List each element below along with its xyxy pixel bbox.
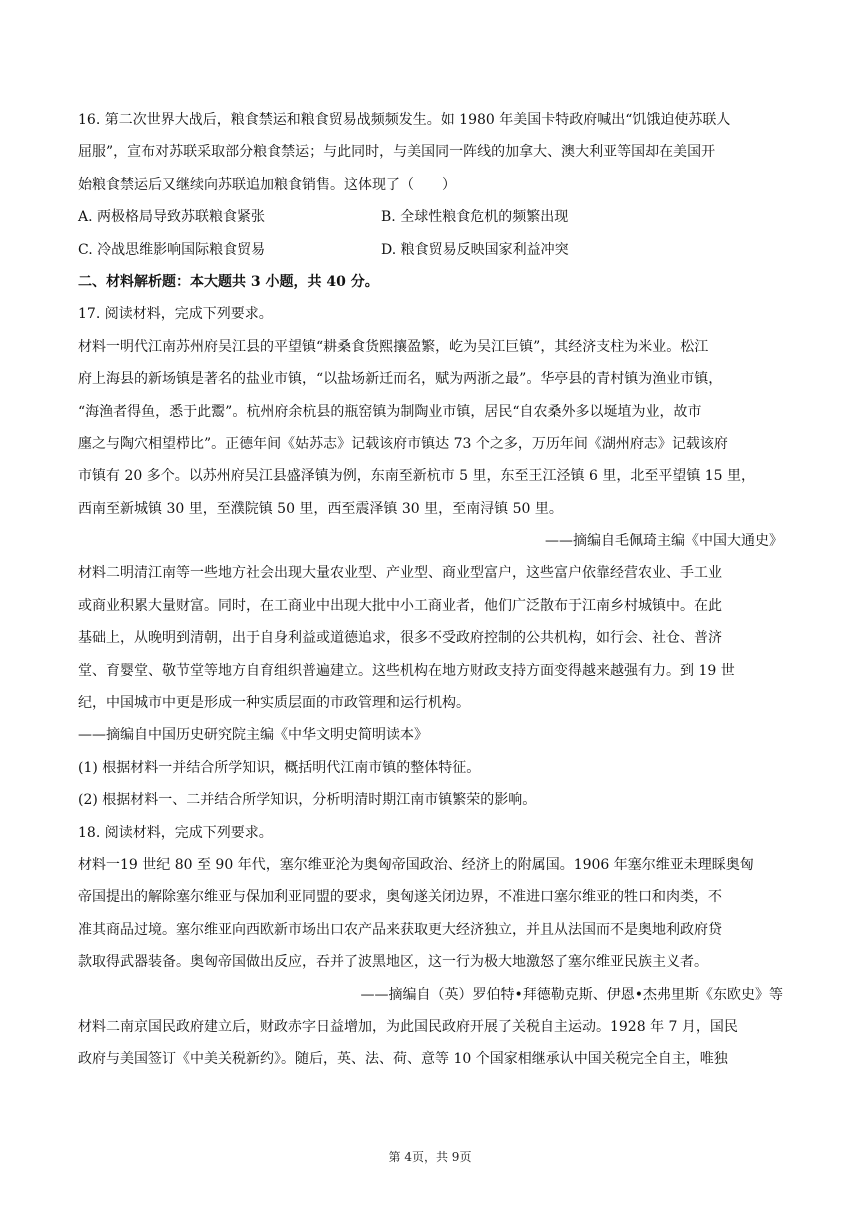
- q16-options-row-2: [78, 234, 783, 266]
- section-2-heading: 二、材料解析题：本大题共 3 小题，共 40 分。: [78, 273, 379, 290]
- q17-material1-line-3: “海渔者得鱼，悉于此鬻”。杭州府余杭县的瓶窑镇为制陶业市镇，居民“自农桑外多以埏埴为业，故市: [78, 403, 702, 420]
- q17-material2-line-4: 堂、育婴堂、敬节堂等地方自育组织普遍建立。这些机构在地方财政支持方面变得越来越强有力。到 19 世: [78, 662, 735, 679]
- q17-material2-source: ——摘编自中国历史研究院主编《中华文明史简明读本》: [78, 727, 428, 744]
- exam-page-content: [78, 104, 783, 1076]
- q17-material2-line-2: 或商业积累大量财富。同时，在工商业中出现大批中小工商业者，他们广泛散布于江南乡村城镇中。在此: [78, 597, 722, 614]
- q18-material2-line-1: 材料二南京国民政府建立后，财政赤字日益增加，为此国民政府开展了关税自主运动。1928 年 7 月，国民: [78, 1018, 738, 1035]
- q17-sub-question-1: (1) 根据材料一并结合所学知识，概括明代江南市镇的整体特征。: [78, 759, 481, 776]
- q17-material1-source: ——摘编自毛佩琦主编《中国大通史》: [545, 533, 783, 550]
- question-18: [78, 817, 783, 1076]
- q17-title: 17. 阅读材料，完成下列要求。: [78, 306, 273, 323]
- q16-stem-line-2: 屈服”，宣布对苏联采取部分粮食禁运；与此同时，与美国同一阵线的加拿大、澳大利亚等国却在美国开: [78, 144, 716, 161]
- page-number-footer: 第 4页，共 9页: [388, 1150, 472, 1164]
- q18-material1-source: ——摘编自（英）罗伯特•拜德勒克斯、伊恩•杰弗里斯《东欧史》等: [360, 986, 783, 1003]
- q16-option-a[interactable]: A. 两极格局导致苏联粮食紧张: [78, 209, 266, 226]
- q17-material1-line-6: 西南至新城镇 30 里，至濮院镇 50 里，西至震泽镇 30 里，至南浔镇 50 里。: [78, 500, 563, 517]
- q18-title: 18. 阅读材料，完成下列要求。: [78, 824, 273, 841]
- q17-material2-line-1: 材料二明清江南等一些地方社会出现大量农业型、产业型、商业型富户，这些富户依靠经营农业、手工业: [78, 565, 722, 582]
- q18-material1-line-1: 材料一19 世纪 80 至 90 年代，塞尔维亚沦为奥匈帝国政治、经济上的附属国。1906 年塞尔维亚未理睬奥匈: [78, 856, 754, 873]
- q16-stem-line-3: 始粮食禁运后又继续向苏联追加粮食销售。这体现了（ ）: [78, 176, 456, 193]
- q16-stem-line-1: 16. 第二次世界大战后，粮食禁运和粮食贸易战频频发生。如 1980 年美国卡特政府喊出“饥饿迫使苏联人: [78, 112, 731, 128]
- q17-material2-line-5: 纪，中国城市中更是形成一种实质层面的市政管理和运行机构。: [78, 695, 470, 712]
- q16-options-row-1: [78, 201, 783, 233]
- q17-sub-question-2: (2) 根据材料一、二并结合所学知识，分析明清时期江南市镇繁荣的影响。: [78, 792, 537, 809]
- q17-material1-line-2: 府上海县的新场镇是著名的盐业市镇，“以盐场新迁而名，赋为两浙之最”。华亭县的青村镇为渔业市镇，: [78, 371, 723, 388]
- q17-material2-line-3: 基础上，从晚明到清朝，出于自身利益或道德追求，很多不受政府控制的公共机构，如行会、社仓、普济: [78, 630, 722, 647]
- q17-material1-line-1: 材料一明代江南苏州府吴江县的平望镇“耕桑食货熙攘盈繁，屹为吴江巨镇”，其经济支柱为米业。松江: [78, 338, 709, 355]
- q17-material1-line-4: 廛之与陶穴相望栉比”。正德年间《姑苏志》记载该府市镇达 73 个之多，万历年间《湖州府志》记载该府: [78, 435, 728, 452]
- q18-material1-line-3: 准其商品过境。塞尔维亚向西欧新市场出口农产品来获取更大经济独立，并且从法国而不是奥地利政府贷: [78, 921, 722, 938]
- q18-material1-line-2: 帝国提出的解除塞尔维亚与保加利亚同盟的要求，奥匈遂关闭边界，不准进口塞尔维亚的牲口和肉类，不: [78, 889, 722, 906]
- q16-option-c[interactable]: C. 冷战思维影响国际粮食贸易: [78, 241, 266, 258]
- q17-material1-line-5: 市镇有 20 多个。以苏州府吴江县盛泽镇为例，东南至新杭市 5 里，东至王江泾镇 6 里，北至平望镇 15 里，: [78, 468, 756, 485]
- question-17: [78, 298, 783, 816]
- q18-material2-line-2: 政府与美国签订《中美关税新约》。随后，英、法、荷、意等 10 个国家相继承认中国关税完全自主，唯独: [78, 1051, 728, 1068]
- q16-option-d[interactable]: D. 粮食贸易反映国家利益冲突: [381, 241, 569, 258]
- q18-material1-line-4: 款取得武器装备。奥匈帝国做出反应，吞并了波黑地区，这一行为极大地激怒了塞尔维亚民族主义者。: [78, 954, 708, 971]
- q16-option-b[interactable]: B. 全球性粮食危机的频繁出现: [381, 209, 569, 226]
- question-16: [78, 104, 783, 266]
